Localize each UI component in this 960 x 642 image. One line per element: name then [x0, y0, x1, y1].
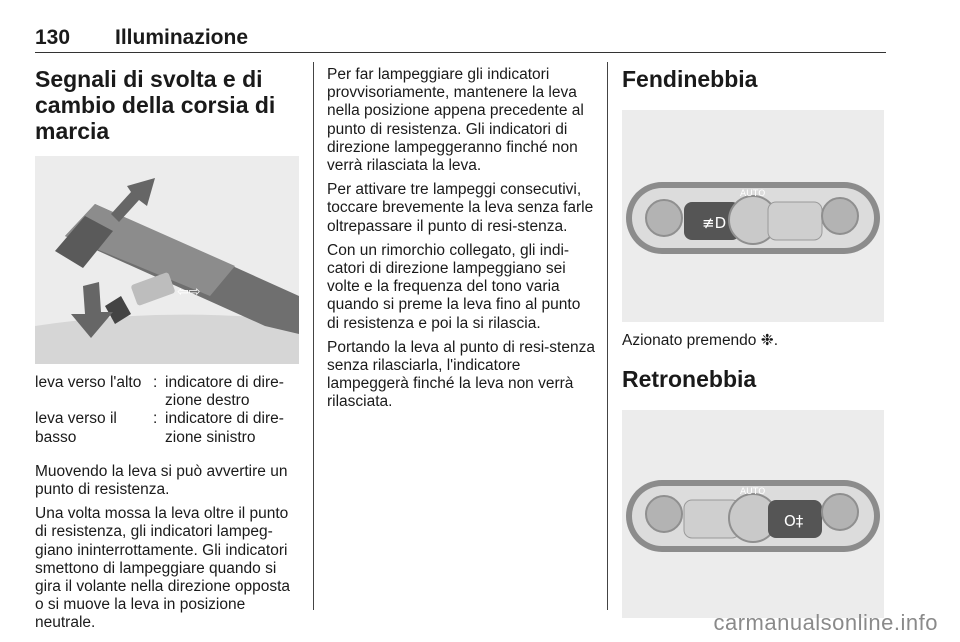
legend-separator: :: [153, 410, 158, 428]
section-heading-fog-lights: Fendinebbia: [622, 66, 758, 92]
paragraph: Muovendo la leva si può avvertire un punto di resistenza.: [35, 462, 288, 499]
column-left: [35, 62, 300, 639]
turn-signal-lever-illustration: [35, 156, 299, 364]
svg-text:≢D: ≢D: [702, 214, 727, 232]
legend-term: leva verso il basso: [35, 410, 117, 446]
legend-separator: :: [153, 374, 158, 391]
svg-text:⇦⇨: ⇦⇨: [177, 284, 201, 300]
paragraph: Una volta mossa la leva oltre il punto di resistenza, gli indicatori lampeg-giano ininterrottamente. Gli indicatori smettono di lampeggiare quando si gira il volante nella direzione opposta o si muove la leva in posizione neutrale.: [35, 505, 291, 632]
page-header: [35, 24, 886, 53]
panel-label: AUTO: [740, 487, 766, 498]
legend-description: indicatore di dire-zione destro: [165, 374, 284, 410]
column-divider: [607, 62, 608, 610]
legend-term: leva verso l'alto: [35, 374, 142, 391]
watermark: carmanualsonline.info: [713, 610, 938, 635]
panel-label: AUTO: [740, 189, 766, 199]
legend-description: indicatore di dire-zione sinistro: [165, 410, 284, 446]
front-fog-light-panel-illustration: [622, 110, 884, 322]
caption-fog-lights: Azionato premendo ❉.: [622, 332, 779, 349]
column-divider: [313, 62, 314, 610]
paragraph: Per far lampeggiare gli indicatori provvisoriamente, mantenere la leva nella posizione appena precedente al punto di resistenza. Gli indicatori di direzione lampeggeranno finché non verrà rilasciata la leva.: [327, 66, 584, 175]
chapter-title: Illuminazione: [115, 26, 249, 49]
paragraph: Portando la leva al punto di resi-stenza senza rilasciarla, l'indicatore lampeggerà finché la leva non verrà rilasciata.: [327, 338, 595, 411]
page-number: 130: [35, 26, 71, 49]
rear-fog-light-panel-illustration: [622, 410, 884, 618]
column-middle: [327, 62, 595, 418]
section-heading-rear-fog: Retronebbia: [622, 366, 757, 393]
paragraph: Con un rimorchio collegato, gli indi-catori di direzione lampeggiano sei volte e la frequenza del tono varia quando si preme la leva fino al punto di resistenza e poi la si rilascia.: [327, 241, 581, 332]
column-right: [622, 62, 887, 618]
section-heading-turn-signals: Segnali di svolta e di cambio della corsia di marcia: [35, 66, 276, 144]
paragraph: Per attivare tre lampeggi consecutivi, toccare brevemente la leva senza farle oltrepassare il punto di resi-stenza.: [327, 181, 594, 235]
lever-legend: [35, 374, 300, 447]
svg-text:O‡: O‡: [784, 512, 804, 531]
